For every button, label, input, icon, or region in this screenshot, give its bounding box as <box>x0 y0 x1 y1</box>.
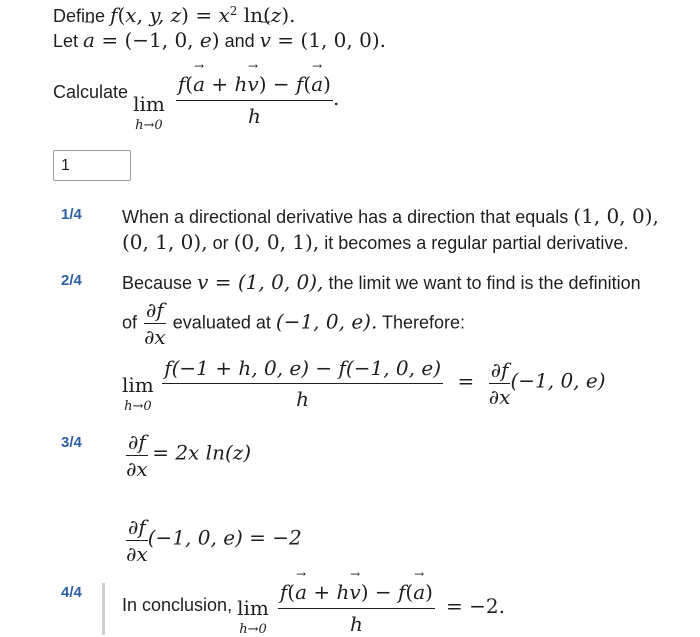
step-3-derivative: $\frac{\partial f}{\partial x}$ = 2x ln(z) <box>126 430 252 481</box>
lim-subscript: h→0 <box>135 117 163 133</box>
step-1-line-2: (0, 1, 0), or (0, 0, 1), it becomes a regular partial derivative. <box>122 230 629 254</box>
calculate-prompt: Calculate lim h→0 $\frac{f(\to a + h\to v) - f(\to a)}{h}$ . <box>53 72 339 128</box>
step-number-2: 2/4 <box>61 272 82 289</box>
step-1-line-1: When a directional derivative has a direction that equals (1, 0, 0), <box>122 204 659 228</box>
and-label: and <box>224 31 255 51</box>
step-4-conclusion: In conclusion, lim h→0 $\frac{f(\to a + h\to v) - f(\to a)}{h}$ = −2. <box>122 580 505 636</box>
calculate-label: Calculate <box>53 81 129 102</box>
step-2-line-1: Because v = (1, 0, 0), the limit we want to find is the definition <box>122 270 641 294</box>
step-number-1: 1/4 <box>61 206 82 223</box>
lim-label: lim <box>133 91 165 116</box>
partial-f-x-fraction: $\frac{\partial f}{\partial x}$ <box>144 298 166 349</box>
step-2-line-2: of $\frac{\partial f}{\partial x}$ evaluated at (−1, 0, e). Therefore: <box>122 298 466 349</box>
step-2-limit-equation: lim h→0 $\frac{f(-1 + h, 0, e) - f(-1, 0, e)}{h}$ = $\frac{\partial f}{\partial x}$ (−1, 0, e) <box>122 356 606 414</box>
step-number-3: 3/4 <box>61 434 82 451</box>
function-definition: Define f(x, y, $z) = x^2$ ln(z). <box>53 3 296 27</box>
step-3-evaluation: $\frac{\partial f}{\partial x}$ (−1, 0, e) = −2 <box>126 515 302 566</box>
let-label: Let <box>53 31 79 51</box>
vectors-definition: Let → a = (−1, 0, e) and → v = (1, 0, 0). <box>53 28 386 52</box>
step-number-4: 4/4 <box>61 584 82 601</box>
answer-input[interactable]: 1 <box>53 150 131 181</box>
define-label: Define <box>53 6 106 26</box>
limit-fraction: $\frac{f(\to a + h\to v) - f(\to a)}{h}$ <box>176 72 333 128</box>
step-indicator-bar <box>102 583 105 635</box>
